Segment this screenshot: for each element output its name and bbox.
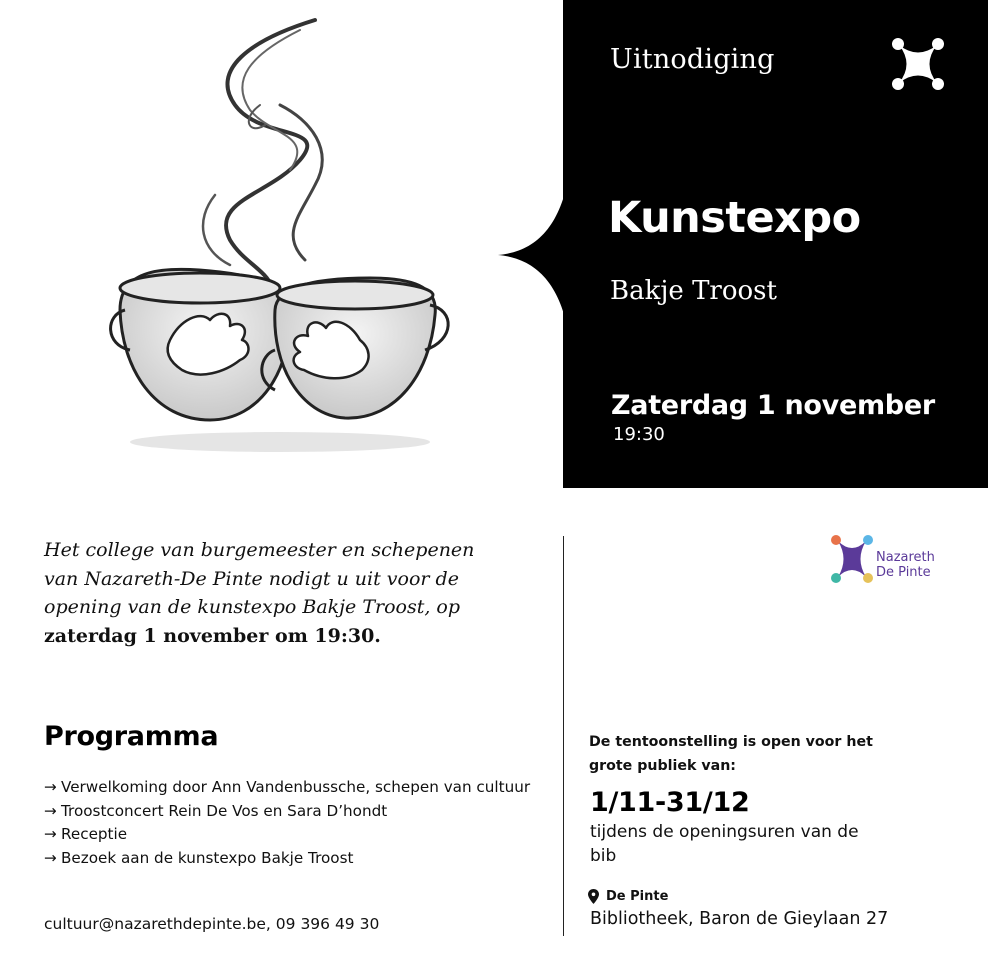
programma-item-text: Troostconcert Rein De Vos en Sara D’hondt [61, 801, 388, 820]
arrow-right-icon: → [44, 825, 57, 843]
arrow-right-icon: → [44, 848, 57, 867]
intro-paragraph [44, 536, 514, 650]
event-title: Kunstexpo [608, 193, 861, 243]
exhibition-open-text: De tentoonstelling is open voor het grote publiek van: [589, 734, 873, 774]
intro-text: Het college van burgemeester en schepenen van Nazareth-De Pinte nodigt u uit voor de opening van de kunstexpo Bakje Troost, op [44, 539, 475, 618]
list-item [44, 800, 530, 824]
invitation-label: Uitnodiging [610, 44, 775, 75]
column-divider [563, 536, 564, 936]
list-item [44, 847, 530, 871]
location-address: Bibliotheek, Baron de Gieylaan 27 [590, 909, 889, 929]
programma-item-text: Bezoek aan de kunstexpo Bakje Troost [61, 848, 354, 867]
event-subtitle: Bakje Troost [610, 276, 777, 306]
brand-line-2: De Pinte [876, 565, 931, 580]
exhibition-hours: tijdens de openingsuren van de bib [590, 822, 859, 866]
programma-item-text: Receptie [61, 825, 128, 843]
location-pin-icon [588, 889, 599, 904]
event-date: Zaterdag 1 november [611, 390, 935, 421]
contact-info[interactable]: cultuur@nazarethdepinte.be, 09 396 49 30 [44, 915, 380, 933]
brand-line-1: Nazareth [876, 550, 935, 565]
exhibition-period: 1/11-31/12 [590, 787, 750, 818]
list-item [44, 776, 530, 800]
panel-notch [498, 180, 568, 330]
list-item [44, 823, 530, 847]
intro-date-emphasis: zaterdag 1 november om 19:30. [44, 624, 381, 647]
location-name: De Pinte [606, 889, 669, 904]
brand-name [876, 550, 935, 580]
programma-item-text: Verwelkoming door Ann Vandenbussche, schepen van cultuur [61, 778, 531, 796]
arrow-right-icon: → [44, 801, 57, 820]
cups-illustration [100, 10, 460, 480]
programma-list [44, 776, 530, 870]
arrow-right-icon: → [44, 778, 57, 796]
x-star-icon [890, 36, 946, 92]
programma-heading: Programma [44, 721, 219, 752]
event-time: 19:30 [613, 424, 665, 445]
